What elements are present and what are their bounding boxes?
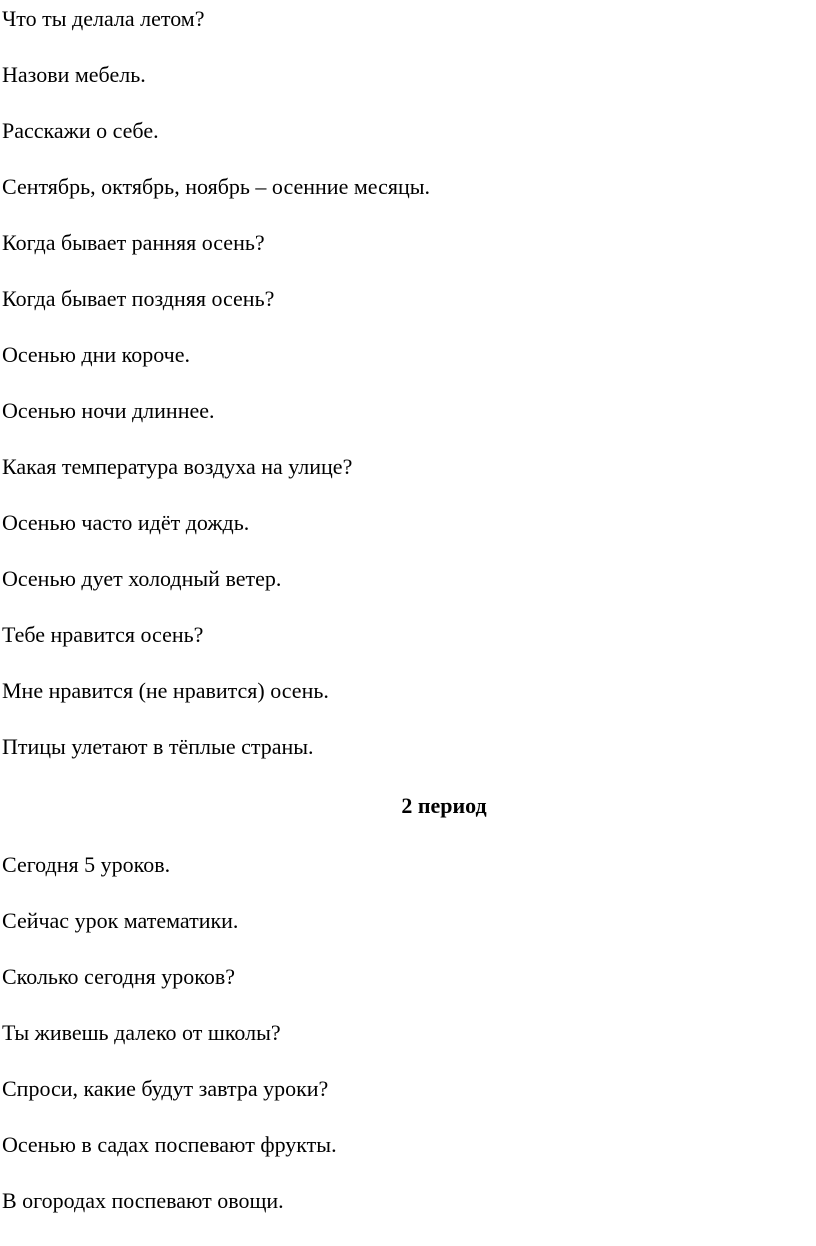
section-heading: 2 период — [401, 793, 487, 818]
text-line: Сколько сегодня уроков? — [2, 964, 235, 989]
text-line: Когда бывает поздняя осень? — [2, 286, 275, 311]
text-line: Что ты делала летом? — [2, 6, 205, 31]
text-line: Когда бывает ранняя осень? — [2, 230, 265, 255]
text-line: Назови мебель. — [2, 62, 146, 87]
text-line: Осенью часто идёт дождь. — [2, 510, 250, 535]
text-line: Ты живешь далеко от школы? — [2, 1020, 281, 1045]
text-line: Птицы улетают в тёплые страны. — [2, 734, 314, 759]
text-line: Мне нравится (не нравится) осень. — [2, 678, 329, 703]
text-line: Осенью дует холодный ветер. — [2, 566, 282, 591]
text-line: Сентябрь, октябрь, ноябрь – осенние месяцы. — [2, 174, 431, 199]
text-line: В огородах поспевают овощи. — [2, 1188, 284, 1213]
text-line: Спроси, какие будут завтра уроки? — [2, 1076, 329, 1101]
text-line: Расскажи о себе. — [2, 118, 159, 143]
text-line: Осенью дни короче. — [2, 342, 190, 367]
text-line: Сейчас урок математики. — [2, 908, 239, 933]
text-line: Осенью в садах поспевают фрукты. — [2, 1132, 337, 1157]
text-line: Тебе нравится осень? — [2, 622, 204, 647]
text-line: Сегодня 5 уроков. — [2, 852, 171, 877]
text-line: Какая температура воздуха на улице? — [2, 454, 353, 479]
text-line: Осенью ночи длиннее. — [2, 398, 215, 423]
